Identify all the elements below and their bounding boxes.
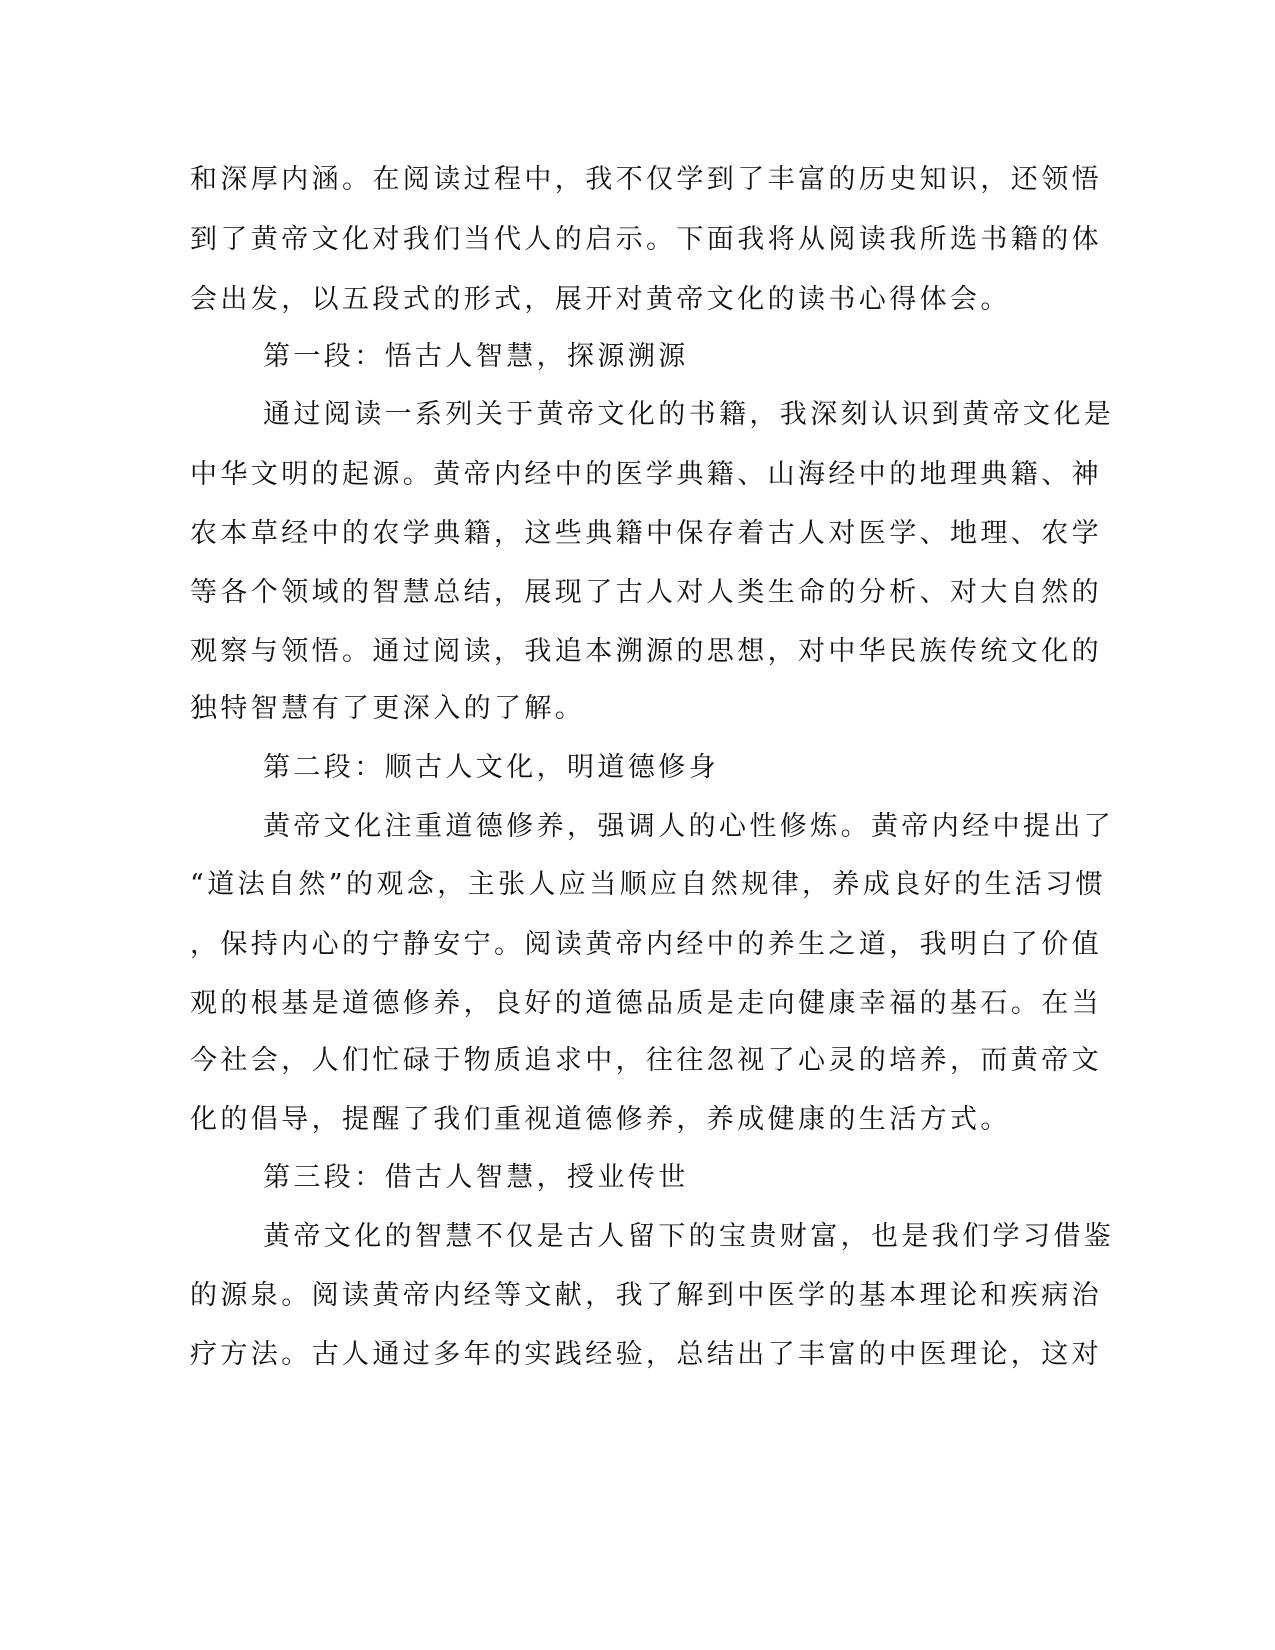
- body-line: “道法自然”的观念，主张人应当顺应自然规律，养成良好的生活习惯: [190, 869, 1107, 900]
- body-line: ，保持内心的宁静安宁。阅读黄帝内经中的养生之道，我明白了价值: [190, 929, 1102, 960]
- body-line: 观的根基是道德修养，良好的道德品质是走向健康幸福的基石。在当: [190, 988, 1102, 1019]
- section-heading-3: 第三段：借古人智慧，授业传世: [263, 1162, 689, 1193]
- body-line: 通过阅读一系列关于黄帝文化的书籍，我深刻认识到黄帝文化是: [263, 399, 1115, 430]
- body-line: 黄帝文化注重道德修养，强调人的心性修炼。黄帝内经中提出了: [263, 811, 1115, 842]
- body-line: 中华文明的起源。黄帝内经中的医学典籍、山海经中的地理典籍、神: [190, 459, 1102, 490]
- body-line: 疗方法。古人通过多年的实践经验，总结出了丰富的中医理论，这对: [190, 1339, 1102, 1370]
- section-heading-1: 第一段：悟古人智慧，探源溯源: [263, 341, 689, 372]
- body-line: 黄帝文化的智慧不仅是古人留下的宝贵财富，也是我们学习借鉴: [263, 1221, 1115, 1252]
- body-line: 农本草经中的农学典籍，这些典籍中保存着古人对医学、地理、农学: [190, 518, 1102, 549]
- body-line: 到了黄帝文化对我们当代人的启示。下面我将从阅读我所选书籍的体: [190, 224, 1102, 255]
- body-line: 的源泉。阅读黄帝内经等文献，我了解到中医学的基本理论和疾病治: [190, 1280, 1102, 1311]
- body-line: 今社会，人们忙碌于物质追求中，往往忽视了心灵的培养，而黄帝文: [190, 1045, 1102, 1076]
- body-line: 化的倡导，提醒了我们重视道德修养，养成健康的生活方式。: [190, 1104, 1011, 1135]
- body-line: 独特智慧有了更深入的了解。: [190, 693, 586, 724]
- body-line: 等各个领域的智慧总结，展现了古人对人类生命的分析、对大自然的: [190, 577, 1102, 608]
- body-line: 会出发，以五段式的形式，展开对黄帝文化的读书心得体会。: [190, 284, 1011, 315]
- body-line: 观察与领悟。通过阅读，我追本溯源的思想，对中华民族传统文化的: [190, 636, 1102, 667]
- body-line: 和深厚内涵。在阅读过程中，我不仅学到了丰富的历史知识，还领悟: [190, 164, 1102, 195]
- section-heading-2: 第二段：顺古人文化，明道德修身: [263, 752, 719, 783]
